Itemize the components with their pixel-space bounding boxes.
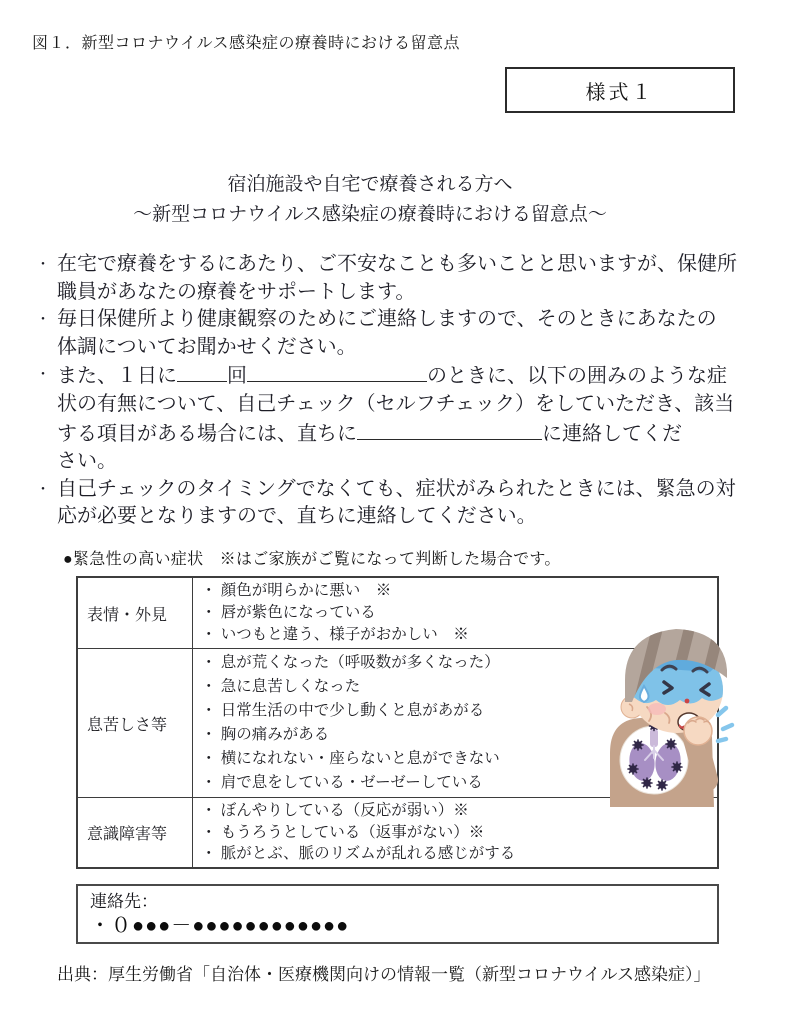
bullet-marker-icon: ・	[36, 366, 50, 383]
bullet-line	[57, 391, 781, 419]
bullet-item	[36, 306, 781, 361]
symptom-item: ・ 肩で息をしている・ゼーゼーしている	[201, 774, 483, 791]
bullet-text: 毎日保健所より健康観察のためにご連絡しますので、そのときにあなたの	[57, 308, 717, 331]
bullet-marker-icon: ・	[36, 311, 50, 328]
form-number-label: 様式１	[585, 81, 655, 104]
head	[621, 618, 727, 733]
fill-in-blank	[357, 419, 542, 440]
contact-box	[76, 884, 719, 944]
symptom-item: ・ もうろうとしている（返事がない）※	[201, 823, 485, 841]
bullet-text: 自己チェックのタイミングでなくても、症状がみられたときには、緊急の対	[57, 477, 736, 500]
bullet-marker-icon: ・	[36, 256, 50, 272]
symptom-item: ・ ぼんやりしている（反応が弱い）※	[201, 802, 469, 819]
fist	[684, 717, 712, 745]
form-number-box	[505, 67, 735, 113]
symptom-item: ・ 脈がとぶ、脈のリズムが乱れる感じがする	[201, 845, 516, 863]
bullet-line	[57, 448, 781, 476]
symptom-items-cell	[193, 798, 719, 868]
symptom-category-cell: 表情・外見	[77, 577, 193, 649]
symptom-item: ・ 胸の痛みがある	[201, 726, 330, 743]
bullet-line	[57, 476, 781, 504]
bullet-line	[57, 306, 781, 334]
fill-in-blank	[177, 361, 227, 382]
source-line: 出典：厚生労働省「自治体・医療機関向けの情報一覧（新型コロナウイルス感染症）」	[57, 965, 711, 984]
heading-line-1: 宿泊施設や自宅で療養される方へ	[227, 174, 513, 195]
cough-droplets	[718, 708, 732, 741]
symptom-item: ・ 息が荒くなった（呼吸数が多くなった）	[201, 654, 500, 671]
cheek-blush	[648, 703, 666, 715]
bullet-item	[36, 476, 781, 531]
bullet-list	[36, 251, 781, 531]
bullet-text: 体調についてお聞かせください。	[57, 335, 357, 358]
bullet-text: 応が必要となりますので、直ちに連絡してください。	[57, 505, 537, 528]
symptom-item: ・ 横になれない・座らないと息ができない	[201, 750, 500, 767]
symptom-item: ・ 顔色が明らかに悪い ※	[201, 582, 392, 599]
symptom-category-cell: 意識障害等	[77, 798, 193, 868]
symptom-item: ・ いつもと違う、様子がおかしい ※	[201, 626, 469, 643]
symptom-item: ・ 唇が紫色になっている	[201, 604, 376, 621]
bullet-text: に連絡してくだ	[542, 422, 682, 445]
bullet-text: 在宅で療養をするにあたり、ご不安なことも多いことと思いますが、保健所	[57, 253, 737, 275]
bullet-text: さい。	[57, 450, 117, 473]
heading-line-2: ～新型コロナウイルス感染症の療養時における留意点～	[133, 204, 607, 225]
contact-label: 連絡先：	[90, 892, 158, 911]
bullet-line	[57, 251, 781, 279]
symptom-table-caption: ●緊急性の高い症状 ※はご家族がご覧になって判断した場合です。	[63, 551, 561, 568]
bullet-text: 状の有無について、自己チェック（セルフチェック）をしていただき、該当	[57, 392, 735, 415]
bullet-line	[57, 279, 781, 307]
bullet-text: また、１日に	[57, 365, 177, 388]
fill-in-blank	[247, 361, 427, 382]
bullet-text: 回	[227, 365, 247, 388]
symptom-item: ・ 急に息苦しくなった	[201, 678, 361, 695]
bullet-item	[36, 251, 781, 306]
bullet-line	[57, 334, 781, 362]
symptom-category-cell: 息苦しさ等	[77, 649, 193, 798]
bullet-text: 職員があなたの療養をサポートします。	[57, 280, 416, 303]
sick-person-illustration	[592, 610, 797, 807]
symptom-row	[77, 798, 718, 868]
bullet-line	[57, 503, 781, 531]
doc-heading	[5, 170, 735, 230]
figure-caption: 図１．新型コロナウイルス感染症の療養時における留意点	[32, 35, 461, 52]
bullet-line	[57, 419, 781, 449]
contact-phone: ・０●●●－●●●●●●●●●●●●	[90, 915, 350, 937]
bullet-text: する項目がある場合には、直ちに	[57, 422, 357, 445]
bullet-line	[57, 361, 781, 391]
symptom-item: ・ 日常生活の中で少し動くと息があがる	[201, 702, 485, 719]
bullet-item	[36, 361, 781, 475]
bullet-text: のときに、以下の囲みのような症	[427, 365, 727, 388]
bullet-marker-icon: ・	[36, 480, 50, 497]
